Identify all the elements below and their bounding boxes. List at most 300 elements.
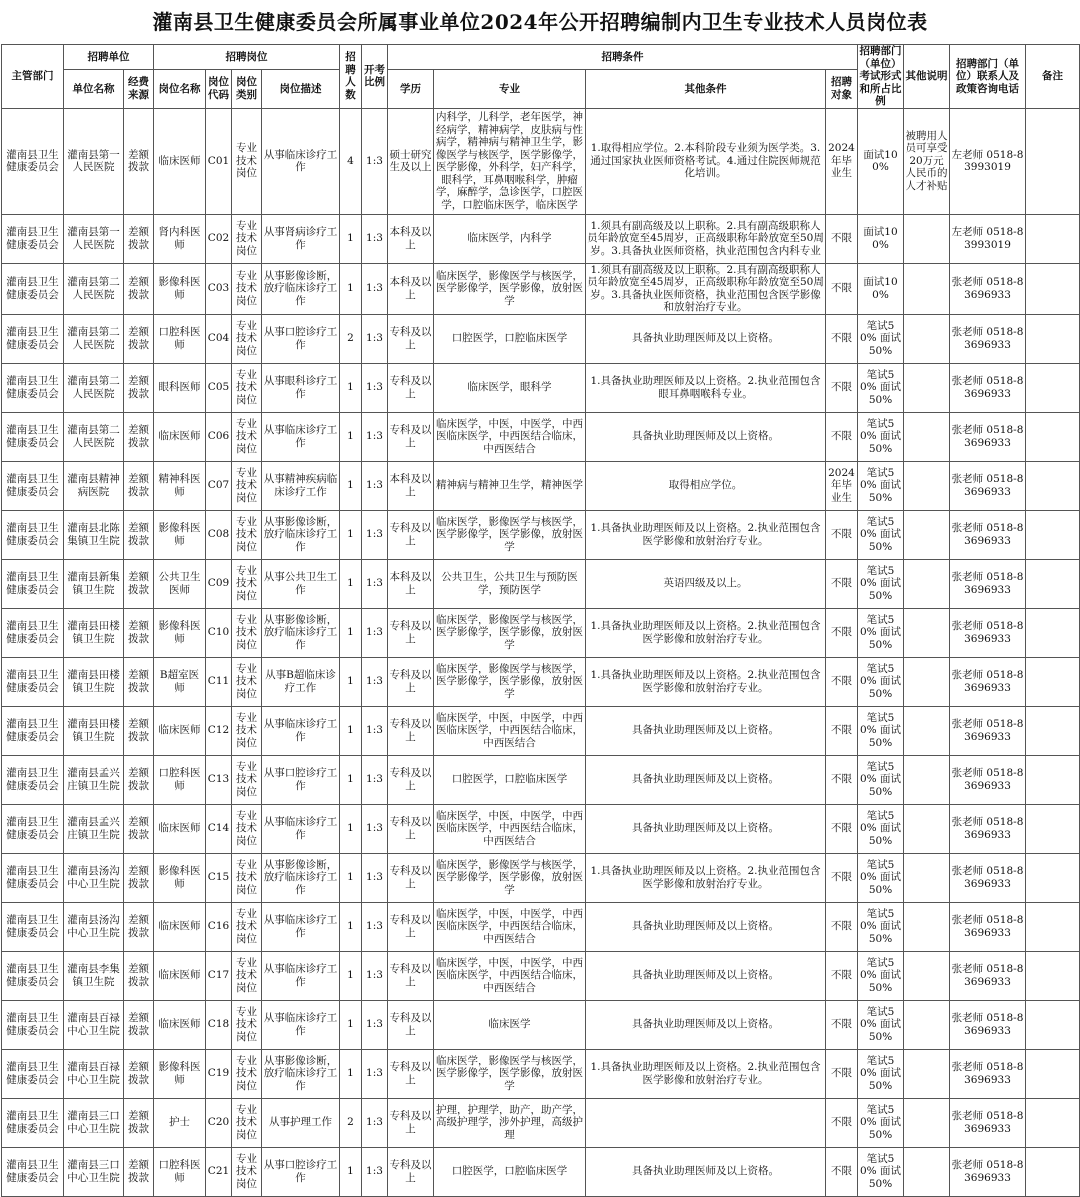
contact-cell: 张老师 0518-83696933 [950,951,1026,1000]
other-cell: 1.具备执业助理医师及以上资格。2.执业范围包含医学影像和放射治疗专业。 [586,853,826,902]
post-desc-cell: 从事临床诊疗工作 [262,706,340,755]
ratio-cell: 1:3 [362,853,388,902]
note-cell [904,1147,950,1196]
count-cell: 1 [340,755,362,804]
funding-cell: 差额拨款 [124,1049,154,1098]
funding-cell: 差额拨款 [124,804,154,853]
major-text: 临床医学，影像医学与核医学，医学影像学，医学影像，放射医学 [436,613,583,651]
table-row [2,804,1080,853]
post-name-cell: 精神科医师 [154,461,206,510]
count-cell: 2 [340,314,362,363]
post-code-cell: C19 [206,1049,232,1098]
header-post-group: 招聘岗位 [154,45,340,70]
dept-cell: 灌南县卫生健康委员会 [2,755,64,804]
other-cell: 1.须具有副高级及以上职称。2.具有副高级职称人员年龄放宽至45周岁，正高级职称年龄放宽至50周岁。3.具备执业医师资格，执业范围包含医学影像和放射治疗专业。 [587,263,824,313]
post-name-cell: 临床医师 [154,412,206,461]
ratio-cell: 1:3 [362,902,388,951]
edu-cell: 本科及以上 [388,214,434,263]
major-cell [434,1000,586,1049]
post-name-cell: 临床医师 [154,902,206,951]
target-cell: 不限 [826,363,858,412]
ratio-cell: 1:3 [362,314,388,363]
target-cell: 不限 [826,510,858,559]
contact-cell: 左老师 0518-83993019 [950,108,1026,214]
edu-cell: 专科及以上 [388,853,434,902]
contact-cell: 张老师 0518-83696933 [950,559,1026,608]
post-type-cell: 专业技术岗位 [232,412,262,461]
post-name-cell: 影像科医师 [154,608,206,657]
post-code-cell: C12 [206,706,232,755]
dept-cell: 灌南县卫生健康委员会 [2,314,64,363]
exam-cell: 笔试50% 面试50% [858,1098,904,1147]
dept-cell: 灌南县卫生健康委员会 [2,412,64,461]
note-cell [904,461,950,510]
header-exam: 招聘部门（单位）考试形式和所占比例 [859,45,902,107]
exam-cell: 笔试50% 面试50% [858,559,904,608]
post-code-cell: C05 [206,363,232,412]
funding-cell: 差额拨款 [124,755,154,804]
unit-cell: 灌南县百禄中心卫生院 [64,1049,124,1098]
ratio-cell: 1:3 [362,1049,388,1098]
unit-cell: 灌南县三口中心卫生院 [64,1098,124,1147]
post-code-cell: C10 [206,608,232,657]
header-note: 其他说明 [904,45,950,109]
note-cell [904,412,950,461]
post-type-cell: 专业技术岗位 [232,314,262,363]
post-desc-cell: 从事临床诊疗工作 [262,951,340,1000]
note-cell [904,1049,950,1098]
header-contact: 招聘部门（单位）联系人及政策咨询电话 [950,45,1026,109]
exam-cell: 笔试50% 面试50% [858,363,904,412]
major-text: 临床医学，中医，中医学，中西医临床医学，中西医结合临床，中西医结合 [436,809,583,847]
post-desc-cell: 从事护理工作 [262,1098,340,1147]
major-text: 口腔医学，口腔临床医学 [451,773,568,786]
header-cond-group: 招聘条件 [388,45,858,70]
remark-cell [1026,559,1080,608]
edu-cell: 专科及以上 [388,1000,434,1049]
post-type-cell: 专业技术岗位 [232,902,262,951]
contact-cell: 张老师 0518-83696933 [950,706,1026,755]
post-type-cell: 专业技术岗位 [232,510,262,559]
exam-cell: 笔试50% 面试50% [858,1049,904,1098]
contact-cell: 张老师 0518-83696933 [950,314,1026,363]
funding-cell: 差额拨款 [124,263,154,314]
edu-cell: 专科及以上 [388,1049,434,1098]
post-code-cell: C14 [206,804,232,853]
edu-cell: 专科及以上 [388,951,434,1000]
exam-cell: 面试100% [858,108,904,214]
post-type-cell: 专业技术岗位 [232,363,262,412]
post-name-cell: 公共卫生医师 [154,559,206,608]
table-body [2,108,1080,1196]
count-cell: 1 [340,608,362,657]
funding-cell: 差额拨款 [124,853,154,902]
count-cell: 1 [340,412,362,461]
target-cell: 不限 [826,214,858,263]
target-cell: 不限 [826,559,858,608]
dept-cell: 灌南县卫生健康委员会 [2,804,64,853]
funding-cell: 差额拨款 [124,706,154,755]
unit-cell: 灌南县孟兴庄镇卫生院 [64,804,124,853]
contact-cell: 张老师 0518-83696933 [950,608,1026,657]
note-cell [904,263,950,314]
post-desc-cell: 从事精神疾病临床诊疗工作 [262,461,340,510]
ratio-cell: 1:3 [362,108,388,214]
table-row [2,263,1080,314]
edu-cell: 专科及以上 [388,314,434,363]
post-desc-cell: 从事影像诊断，放疗临床诊疗工作 [262,263,340,314]
target-cell: 不限 [826,1000,858,1049]
post-name-cell: 影像科医师 [154,263,206,314]
remark-cell [1026,804,1080,853]
unit-cell: 灌南县北陈集镇卫生院 [64,510,124,559]
exam-cell: 笔试50% 面试50% [858,1000,904,1049]
unit-cell: 灌南县精神病医院 [64,461,124,510]
major-text: 护理，护理学，助产，助产学，高级护理学，涉外护理，高级护理 [436,1103,583,1141]
note-cell [904,1000,950,1049]
major-cell [434,706,586,755]
header-post-type: 岗位类别 [232,70,262,108]
post-type-cell: 专业技术岗位 [232,951,262,1000]
ratio-cell: 1:3 [362,1147,388,1196]
major-cell [434,363,586,412]
header-other: 其他条件 [586,70,826,108]
unit-cell: 灌南县田楼镇卫生院 [64,657,124,706]
major-cell [434,314,586,363]
table-row [2,1098,1080,1147]
other-cell: 1.具备执业助理医师及以上资格。2.执业范围包含医学影像和放射治疗专业。 [586,1049,826,1098]
post-code-cell: C21 [206,1147,232,1196]
edu-cell: 专科及以上 [388,657,434,706]
header-remark: 备注 [1026,45,1080,109]
contact-cell: 张老师 0518-83696933 [950,412,1026,461]
exam-cell: 笔试50% 面试50% [858,755,904,804]
post-desc-cell: 从事口腔诊疗工作 [262,1147,340,1196]
note-cell [904,657,950,706]
post-code-cell: C13 [206,755,232,804]
target-cell: 不限 [826,804,858,853]
remark-cell [1026,314,1080,363]
funding-cell: 差额拨款 [124,510,154,559]
post-type-cell: 专业技术岗位 [232,1147,262,1196]
contact-cell: 张老师 0518-83696933 [950,853,1026,902]
edu-cell: 本科及以上 [388,461,434,510]
count-cell: 1 [340,510,362,559]
other-cell: 1.须具有副高级及以上职称。2.具有副高级职称人员年龄放宽至45周岁，正高级职称年龄放宽至50周岁。3.具备执业医师资格，执业范围包含内科专业 [586,214,826,263]
other-cell: 英语四级及以上。 [586,559,826,608]
edu-cell: 专科及以上 [388,755,434,804]
major-cell [434,412,586,461]
unit-cell: 灌南县汤沟中心卫生院 [64,902,124,951]
major-cell [434,263,586,314]
count-cell: 1 [340,1049,362,1098]
major-text: 临床医学，中医，中医学，中西医临床医学，中西医结合临床，中西医结合 [436,711,583,749]
post-type-cell: 专业技术岗位 [232,461,262,510]
post-type-cell: 专业技术岗位 [232,804,262,853]
note-cell [904,706,950,755]
other-cell: 1.具备执业助理医师及以上资格。2.执业范围包含眼耳鼻咽喉科专业。 [586,363,826,412]
post-desc-cell: 从事影像诊断，放疗临床诊疗工作 [262,853,340,902]
post-type-cell: 专业技术岗位 [232,263,262,314]
target-cell: 不限 [826,1147,858,1196]
post-name-cell: 影像科医师 [154,853,206,902]
edu-cell: 专科及以上 [388,363,434,412]
remark-cell [1026,706,1080,755]
dept-cell: 灌南县卫生健康委员会 [2,853,64,902]
post-code-cell: C03 [206,263,232,314]
contact-cell: 张老师 0518-83696933 [950,1098,1026,1147]
note-cell [904,755,950,804]
remark-cell [1026,902,1080,951]
dept-cell: 灌南县卫生健康委员会 [2,902,64,951]
ratio-cell: 1:3 [362,804,388,853]
table-row [2,951,1080,1000]
post-code-cell: C02 [206,214,232,263]
major-text: 临床医学，中医，中医学，中西医临床医学，中西医结合临床，中西医结合 [436,907,583,945]
unit-cell: 灌南县李集镇卫生院 [64,951,124,1000]
count-cell: 1 [340,706,362,755]
post-name-cell: 口腔科医师 [154,1147,206,1196]
post-code-cell: C08 [206,510,232,559]
edu-cell: 硕士研究生及以上 [388,108,434,214]
funding-cell: 差额拨款 [124,1147,154,1196]
table-row [2,1049,1080,1098]
post-type-cell: 专业技术岗位 [232,853,262,902]
post-code-cell: C15 [206,853,232,902]
post-type-cell: 专业技术岗位 [232,559,262,608]
post-type-cell: 专业技术岗位 [232,214,262,263]
major-text: 临床医学，内科学 [467,232,552,245]
exam-cell: 笔试50% 面试50% [858,314,904,363]
table-header [2,45,1080,109]
major-text: 临床医学，中医，中医学，中西医临床医学，中西医结合临床，中西医结合 [436,956,583,994]
unit-cell: 灌南县第二人民医院 [64,412,124,461]
post-desc-cell: 从事临床诊疗工作 [262,1000,340,1049]
remark-cell [1026,853,1080,902]
edu-cell: 本科及以上 [388,559,434,608]
post-type-cell: 专业技术岗位 [232,1049,262,1098]
other-cell: 具备执业助理医师及以上资格。 [586,1000,826,1049]
major-cell [434,559,586,608]
table-row [2,1147,1080,1196]
count-cell: 1 [340,951,362,1000]
major-cell [434,853,586,902]
note-cell [904,853,950,902]
other-cell: 1.具备执业助理医师及以上资格。2.执业范围包含医学影像和放射治疗专业。 [586,657,826,706]
post-name-cell: 临床医师 [154,951,206,1000]
ratio-cell: 1:3 [362,706,388,755]
remark-cell [1026,755,1080,804]
post-name-cell: 临床医师 [154,1000,206,1049]
contact-cell: 张老师 0518-83696933 [950,902,1026,951]
ratio-cell: 1:3 [362,657,388,706]
post-name-cell: 口腔科医师 [154,755,206,804]
post-name-cell: 临床医师 [154,804,206,853]
contact-cell: 张老师 0518-83696933 [950,510,1026,559]
dept-cell: 灌南县卫生健康委员会 [2,608,64,657]
ratio-cell: 1:3 [362,510,388,559]
funding-cell: 差额拨款 [124,363,154,412]
exam-cell: 笔试50% 面试50% [858,461,904,510]
remark-cell [1026,412,1080,461]
table-row [2,853,1080,902]
other-cell [586,1098,826,1147]
table-row [2,706,1080,755]
post-desc-cell: 从事临床诊疗工作 [262,902,340,951]
major-cell [434,902,586,951]
post-type-cell: 专业技术岗位 [232,608,262,657]
count-cell: 1 [340,559,362,608]
ratio-cell: 1:3 [362,461,388,510]
table-row [2,461,1080,510]
post-code-cell: C17 [206,951,232,1000]
funding-cell: 差额拨款 [124,1000,154,1049]
dept-cell: 灌南县卫生健康委员会 [2,1049,64,1098]
exam-cell: 笔试50% 面试50% [858,412,904,461]
major-cell [434,108,586,214]
ratio-cell: 1:3 [362,363,388,412]
post-type-cell: 专业技术岗位 [232,1098,262,1147]
major-cell [434,951,586,1000]
note-cell [904,363,950,412]
major-text: 精神病与精神卫生学，精神医学 [436,479,583,492]
remark-cell [1026,214,1080,263]
remark-cell [1026,461,1080,510]
target-cell: 不限 [826,1098,858,1147]
count-cell: 2 [340,1098,362,1147]
post-code-cell: C06 [206,412,232,461]
post-type-cell: 专业技术岗位 [232,706,262,755]
major-cell [434,461,586,510]
count-cell: 1 [340,263,362,314]
post-name-cell: B超室医师 [154,657,206,706]
ratio-cell: 1:3 [362,951,388,1000]
funding-cell: 差额拨款 [124,108,154,214]
header-post-desc: 岗位描述 [262,70,340,108]
major-text: 临床医学，影像医学与核医学，医学影像学，医学影像，放射医学 [436,269,583,307]
post-code-cell: C20 [206,1098,232,1147]
post-code-cell: C01 [206,108,232,214]
post-desc-cell: 从事口腔诊疗工作 [262,314,340,363]
major-cell [434,608,586,657]
other-cell: 具备执业助理医师及以上资格。 [586,804,826,853]
count-cell: 1 [340,1000,362,1049]
post-name-cell: 影像科医师 [154,510,206,559]
unit-cell: 灌南县第二人民医院 [64,263,124,314]
target-cell: 2024年毕业生 [826,108,858,214]
exam-cell: 笔试50% 面试50% [858,608,904,657]
unit-cell: 灌南县第一人民医院 [64,108,124,214]
funding-cell: 差额拨款 [124,314,154,363]
funding-cell: 差额拨款 [124,559,154,608]
post-name-cell: 口腔科医师 [154,314,206,363]
post-desc-cell: 从事公共卫生工作 [262,559,340,608]
contact-cell: 左老师 0518-83993019 [950,214,1026,263]
major-cell [434,657,586,706]
page-title: 灌南县卫生健康委员会所属事业单位2024年公开招聘编制内卫生专业技术人员岗位表 [152,10,928,34]
count-cell: 1 [340,214,362,263]
post-type-cell: 专业技术岗位 [232,1000,262,1049]
table-row [2,559,1080,608]
note-cell [904,214,950,263]
other-cell: 具备执业助理医师及以上资格。 [586,706,826,755]
note-cell: 被聘用人员可享受20万元人民币的人才补贴 [904,108,950,214]
target-cell: 不限 [826,853,858,902]
header-unit-name: 单位名称 [64,70,124,108]
post-desc-cell: 从事眼科诊疗工作 [262,363,340,412]
dept-cell: 灌南县卫生健康委员会 [2,214,64,263]
table-row [2,510,1080,559]
exam-cell: 笔试50% 面试50% [858,510,904,559]
dept-cell: 灌南县卫生健康委员会 [2,706,64,755]
count-cell: 1 [340,461,362,510]
table-row [2,108,1080,214]
edu-cell: 专科及以上 [388,1098,434,1147]
other-cell: 具备执业助理医师及以上资格。 [586,951,826,1000]
ratio-cell: 1:3 [362,755,388,804]
header-post-name: 岗位名称 [154,70,206,108]
contact-cell: 张老师 0518-83696933 [950,804,1026,853]
major-text: 临床医学 [488,1018,531,1031]
major-text: 口腔医学，口腔临床医学 [451,1165,568,1178]
post-desc-cell: 从事临床诊疗工作 [262,108,340,214]
header-post-code: 岗位代码 [206,70,232,108]
target-cell: 2024年毕业生 [826,461,858,510]
edu-cell: 专科及以上 [388,706,434,755]
other-cell: 具备执业助理医师及以上资格。 [586,412,826,461]
count-cell: 1 [340,1147,362,1196]
ratio-cell: 1:3 [362,214,388,263]
ratio-cell: 1:3 [362,412,388,461]
ratio-cell: 1:3 [362,559,388,608]
post-type-cell: 专业技术岗位 [232,657,262,706]
other-cell: 取得相应学位。 [586,461,826,510]
note-cell [904,804,950,853]
major-text: 临床医学，影像医学与核医学，医学影像学，医学影像，放射医学 [436,515,583,553]
exam-cell: 笔试50% 面试50% [858,902,904,951]
post-desc-cell: 从事肾病诊疗工作 [262,214,340,263]
unit-cell: 灌南县孟兴庄镇卫生院 [64,755,124,804]
funding-cell: 差额拨款 [124,214,154,263]
count-cell: 1 [340,853,362,902]
edu-cell: 专科及以上 [388,1147,434,1196]
unit-cell: 灌南县第一人民医院 [64,214,124,263]
target-cell: 不限 [826,608,858,657]
major-text: 临床医学，影像医学与核医学，医学影像学，医学影像，放射医学 [436,662,583,700]
contact-cell: 张老师 0518-83696933 [950,657,1026,706]
remark-cell [1026,108,1080,214]
funding-cell: 差额拨款 [124,412,154,461]
count-cell: 4 [340,108,362,214]
major-text: 口腔医学，口腔临床医学 [451,332,568,345]
count-cell: 1 [340,902,362,951]
exam-cell: 笔试50% 面试50% [858,804,904,853]
note-cell [904,510,950,559]
post-name-cell: 肾内科医师 [154,214,206,263]
edu-cell: 专科及以上 [388,902,434,951]
contact-cell: 张老师 0518-83696933 [950,461,1026,510]
other-cell: 1.具备执业助理医师及以上资格。2.执业范围包含医学影像和放射治疗专业。 [586,510,826,559]
post-name-cell: 眼科医师 [154,363,206,412]
exam-cell: 笔试50% 面试50% [858,657,904,706]
dept-cell: 灌南县卫生健康委员会 [2,657,64,706]
remark-cell [1026,1147,1080,1196]
header-ratio: 开考比例 [362,45,388,109]
contact-cell: 张老师 0518-83696933 [950,755,1026,804]
note-cell [904,951,950,1000]
other-cell: 1.具备执业助理医师及以上资格。2.执业范围包含医学影像和放射治疗专业。 [586,608,826,657]
major-cell [434,1147,586,1196]
